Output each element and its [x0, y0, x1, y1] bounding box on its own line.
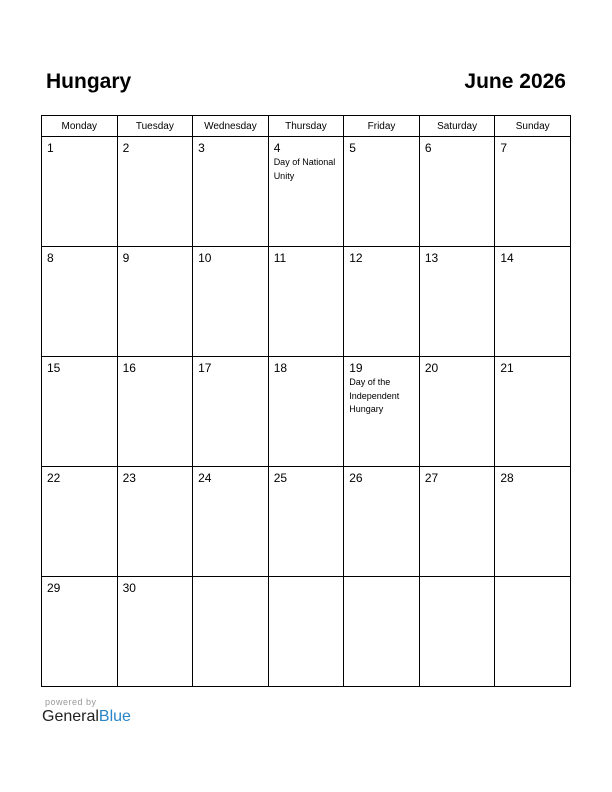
- day-number: 1: [47, 141, 54, 155]
- weekday-saturday: Saturday: [419, 116, 495, 137]
- day-number: 5: [349, 141, 356, 155]
- day-cell: [117, 137, 193, 247]
- month-title: June 2026: [464, 70, 566, 93]
- day-number: 12: [349, 251, 363, 265]
- day-number: 3: [198, 141, 205, 155]
- weekday-header-row: [42, 116, 571, 137]
- day-cell: [495, 247, 571, 357]
- day-number: 26: [349, 471, 363, 485]
- powered-by-text: powered by: [45, 697, 97, 707]
- day-number: 27: [424, 471, 439, 485]
- day-number: 15: [47, 361, 61, 375]
- weekday-monday: Monday: [42, 116, 118, 137]
- day-number: 19: [349, 361, 363, 375]
- weekday-sunday: Sunday: [495, 116, 571, 137]
- day-cell: [419, 467, 495, 577]
- day-number: 18: [273, 361, 288, 375]
- day-number: 29: [47, 581, 61, 595]
- calendar-header: [46, 70, 566, 100]
- day-cell: [495, 577, 571, 687]
- day-number: 13: [424, 251, 439, 265]
- day-cell: [419, 137, 495, 247]
- day-number: 2: [122, 141, 130, 155]
- day-cell: [117, 577, 193, 687]
- day-number: 25: [273, 471, 288, 485]
- day-number: 11: [273, 251, 287, 265]
- day-cell: [193, 137, 269, 247]
- day-cell: [344, 577, 420, 687]
- day-number: 10: [198, 251, 212, 265]
- holiday-label: Day of National Unity: [273, 157, 336, 181]
- day-cell: [419, 357, 495, 467]
- weekday-wednesday: Wednesday: [193, 116, 269, 137]
- day-cell: [193, 577, 269, 687]
- day-number: 30: [122, 581, 136, 595]
- day-number: 14: [500, 251, 514, 265]
- week-row: [42, 137, 571, 247]
- day-number: 23: [122, 471, 136, 485]
- day-cell: [193, 247, 269, 357]
- week-row: [42, 467, 571, 577]
- day-cell: [193, 357, 269, 467]
- day-number: 17: [198, 361, 212, 375]
- day-number: 8: [47, 251, 54, 265]
- day-cell: [344, 247, 420, 357]
- day-cell: [42, 247, 118, 357]
- week-row: [42, 577, 571, 687]
- brand-logo: [42, 708, 131, 726]
- day-number: 28: [500, 471, 514, 485]
- day-cell: [419, 247, 495, 357]
- day-number: 20: [424, 361, 439, 375]
- day-cell: [117, 357, 193, 467]
- day-cell: [344, 137, 420, 247]
- day-cell: [117, 467, 193, 577]
- weekday-thursday: Thursday: [268, 116, 344, 137]
- day-cell: [42, 357, 118, 467]
- day-cell: [495, 357, 571, 467]
- day-cell: [268, 247, 344, 357]
- day-cell: [42, 577, 118, 687]
- holiday-label: Day of the Independent Hungary: [349, 377, 400, 414]
- day-number: 4: [273, 141, 281, 155]
- brand-blue: Blue: [98, 708, 131, 725]
- day-number: 7: [500, 141, 508, 155]
- day-cell: [193, 467, 269, 577]
- day-cell: [268, 577, 344, 687]
- day-number: 24: [198, 471, 212, 485]
- day-cell: [268, 137, 344, 247]
- day-cell: [268, 357, 344, 467]
- country-title: Hungary: [46, 70, 132, 93]
- day-cell: [495, 137, 571, 247]
- day-cell: [42, 137, 118, 247]
- day-number: 6: [424, 141, 432, 155]
- day-cell: [268, 467, 344, 577]
- day-cell: [495, 467, 571, 577]
- day-number: 21: [500, 361, 514, 375]
- week-row: [42, 247, 571, 357]
- day-cell: [344, 467, 420, 577]
- day-cell: [419, 577, 495, 687]
- brand-general: General: [42, 708, 99, 725]
- calendar-grid: [41, 115, 571, 687]
- day-number: 16: [122, 361, 136, 375]
- week-row: [42, 357, 571, 467]
- weekday-friday: Friday: [344, 116, 420, 137]
- day-cell: [344, 357, 420, 467]
- day-number: 9: [122, 251, 130, 265]
- day-cell: [117, 247, 193, 357]
- footer-branding: [42, 697, 131, 726]
- day-cell: [42, 467, 118, 577]
- day-number: 22: [47, 471, 61, 485]
- weekday-tuesday: Tuesday: [117, 116, 193, 137]
